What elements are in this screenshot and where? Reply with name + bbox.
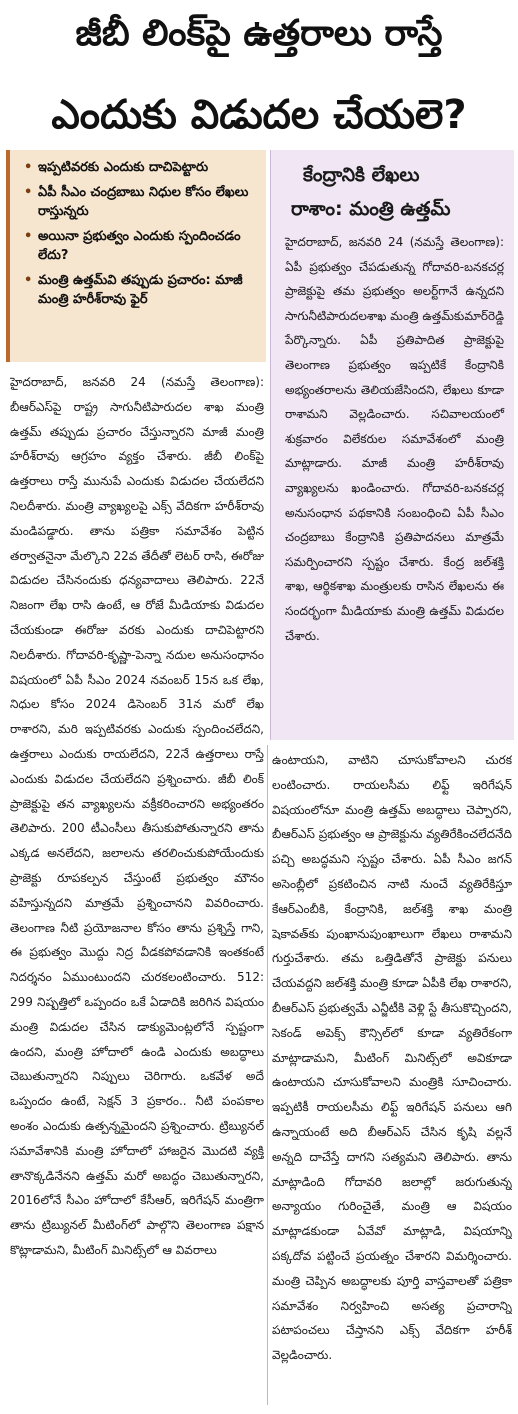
column-divider bbox=[267, 745, 268, 1405]
article-column-right: ఉంటాయని, వాటిని చూసుకోవాలని చురక లంటించారు. రాయలసీమ లిఫ్ట్ ఇరిగేషన్ విషయంలోనూ మంత్రి ఉత్తమ్ అబద్ధాలు చెప్పారని, బీఆర్‌ఎస్ ప్రభుత్వం ఆ ప్రాజెక్టును వ్యతిరేకించలేదనేది పచ్చి అబద్ధమని స్పష్టం చేశారు. ఏపీ సీఎం జగన్ అసెంబ్లీలో ప్రకటించిన నాటి నుంచే వ్యతిరేకిస్తూ కేఆర్‌ఎంబీకి, కేంద్రానికి, జల్‌శక్తి శాఖ మంత్రి షెకావత్‌కు పుంఖానుపుంఖాలుగా లేఖలు రాశామని గుర్తుచేశారు. తమ ఒత్తిడితోనే ప్రాజెక్టు పనులు చేయవద్దని జల్‌శక్తి మంత్రి కూడా ఏపీకి లేఖ రాశారని, బీఆర్‌ఎస్ ప్రభుత్వమే ఎన్జీటీకి వెళ్లి స్టే తీసుకొచ్చిందని, సెకండ్ అపెక్స్ కౌన్సిల్‌లో కూడా వ్యతిరేకంగా మాట్లాడామని, మీటింగ్ మినిట్స్‌లో అవికూడా ఉంటాయని చూసుకోవాలని మంత్రికి సూచించారు. ఇప్పటికీ రాయలసీమ లిఫ్ట్ ఇరిగేషన్ పనులు ఆగి ఉన్నాయంటే అది బీఆర్‌ఎస్ చేసిన కృషి వల్లనే అన్నది దాచేస్తే దాగని సత్యమని తెలిపారు. తాను మాట్లాడింది గోదావరి జలాల్లో జరుగుతున్న అన్యాయం గురించైతే, మంత్రి ఆ విషయం మాట్లాడకుండా ఏవేవో మాట్లాడి, విషయాన్ని పక్కదోవ పట్టించే ప్రయత్నం చేశారని విమర్శించారు. మంత్రి చెప్పిన అబద్ధాలకు పూర్తి వాస్తవాలతో పత్రికా సమావేశం నిర్వహించి అసత్య ప్రచారాన్ని పటాపంచలు చేస్తానని ఎక్స్ వేదికగా హరీశ్ వెల్లడించారు. bbox=[272, 753, 512, 1363]
highlight-text: ఇప్పటివరకు ఎందుకు దాచిపెట్టారు bbox=[38, 160, 209, 175]
highlight-item bbox=[24, 227, 258, 265]
headline-line-1: జీబీ లింక్‌పై ఉత్తరాలు రాస్తే bbox=[75, 13, 443, 54]
sidebar-body: హైదరాబాద్, జనవరి 24 (నమస్తే తెలంగాణ): ఏపీ ప్రభుత్వం చేపడుతున్న గోదావరి-బనకచర్ల ప్రాజెక్టుపై తమ ప్రభుత్వం అలర్ట్‌గానే ఉన్నదని సాగునీటిపారుదలశాఖ మంత్రి ఉత్తమ్‌కుమార్‌రెడ్డి పేర్కొన్నారు. ఏపీ ప్రతిపాదిత ప్రాజెక్టుపై తెలంగాణ ప్రభుత్వం ఇప్పటికే కేంద్రానికి అభ్యంతరాలను తెలియజేసిందని, లేఖలు కూడా రాశామని వెల్లడించారు. సచివాలయంలో శుక్రవారం విలేకరుల సమావేశంలో మంత్రి మాట్లాడారు. మాజీ మంత్రి హరీశ్‌రావు వ్యాఖ్యలను ఖండించారు. గోదావరి-బనకచర్ల అనుసంధాన పథకానికి సంబంధించి ఏపీ సీఎం చంద్రబాబు కేంద్రానికి ప్రతిపాదనలు మాత్రమే సమర్పించారని స్పష్టం చేశారు. కేంద్ర జల్‌శక్తి శాఖ, ఆర్థికశాఖ మంత్రులకు రాసిన లేఖలను ఈ సందర్భంగా మీడియాకు మంత్రి ఉత్తమ్ విడుదల చేశారు. bbox=[285, 235, 504, 643]
bullet-icon: • bbox=[24, 229, 33, 244]
highlight-text: మంత్రి ఉత్తమ్‌వి తప్పుడు ప్రచారం: మాజీ మంత్రి హరీశ్‌రావు ఫైర్ bbox=[38, 273, 243, 307]
bullet-icon: • bbox=[24, 273, 33, 288]
bullet-icon: • bbox=[24, 160, 33, 175]
sidebar-story bbox=[270, 150, 514, 740]
highlights-box bbox=[6, 150, 266, 362]
highlight-text: అయినా ప్రభుత్వం ఎందుకు స్పందించడం లేదు? bbox=[38, 229, 241, 263]
sidebar-title-line-1: కేంద్రానికి లేఖలు bbox=[303, 164, 420, 186]
highlight-item bbox=[24, 158, 258, 177]
headline-line-2: ఎందుకు విడుదల చేయలె? bbox=[51, 92, 467, 138]
bullet-icon: • bbox=[24, 185, 33, 200]
highlight-item bbox=[24, 271, 258, 309]
article-column-left: హైదరాబాద్, జనవరి 24 (నమస్తే తెలంగాణ): బీఆర్‌ఎస్‌పై రాష్ట్ర సాగునీటిపారుదల శాఖ మంత్రి ఉత్తమ్ తప్పుడు ప్రచారం చేస్తున్నారని మాజీ మంత్రి హరీశ్‌రావు ఆగ్రహం వ్యక్తం చేశారు. జీబీ లింక్‌పై ఉత్తరాలు రాస్తే మునుపే ఎందుకు విడుదల చేయలేదని నిలదీశారు. మంత్రి వ్యాఖ్యలపై ఎక్స్ వేదికగా హరీశ్‌రావు మండిపడ్డారు. తాను పత్రికా సమావేశం పెట్టిన తర్వాతనైనా మేల్కొని 22వ తేదీతో లెటర్ రాసి, ఈరోజు విడుదల చేసినందుకు ధన్యవాదాలు తెలిపారు. 22నే నిజంగా లేఖ రాసి ఉంటే, ఆ రోజే మీడియాకు విడుదల చేయకుండా ఈరోజు వరకు ఎందుకు దాచిపెట్టారని నిలదీశారు. గోదావరి-కృష్ణా-పెన్నా నదుల అనుసంధానం విషయంలో ఏపీ సీఎం 2024 నవంబర్ 15న ఒక లేఖ, నిధుల కోసం 2024 డిసెంబర్ 31న మరో లేఖ రాశారని, మరి ఇప్పటివరకు ఎందుకు స్పందించలేదని, ఉత్తరాలు ఎందుకు రాయలేదని, 22నే ఉత్తరాలు రాస్తే ఎందుకు విడుదల చేయలేదని ప్రశ్నించారు. జీబీ లింక్ ప్రాజెక్టుపై తన వ్యాఖ్యలను వక్రీకరించారని అభ్యంతరం తెలిపారు. 200 టీఎంసీలు తీసుకుపోతున్నారని తాను ఎక్కడ అనలేదని, జలాలను తరలించుకుపోయేందుకు ప్రాజెక్టు రూపకల్పన చేస్తుంటే ప్రభుత్వం మౌనం వహిస్తున్నదని మాత్రమే ప్రశ్నించానని వివరించారు. తెలంగాణ నీటి ప్రయోజనాల కోసం తాను ప్రశ్నిస్తే గాని, ఈ ప్రభుత్వం మొద్దు నిద్ర వీడకపోవడానికి ఇంతకంటే నిదర్శనం ఏముంటుందని చురకలంటించారు. 512: 299 నిష్పత్తిలో ఒప్పందం ఒకే ఏడాదికి జరిగిన విషయం మంత్రి విడుదల చేసిన డాక్యుమెంట్లలోనే స్పష్టంగా ఉందని, మంత్రి హోదాలో ఉండి ఎందుకు అబద్ధాలు చెబుతున్నారని నిప్పులు చెరిగారు. ఒకవేళ అదే ఒప్పందం ఉంటే, సెక్షన్ 3 ప్రకారం.. నీటి పంపకాల అంశం ఎందుకు ఉత్పన్నమైందని ప్రశ్నించారు. ట్రిబ్యునల్ సమావేశానికి మంత్రి హోదాలో హాజరైన మొదటి వ్యక్తి తానొక్కడినేనని ఉత్తమ్ మరో అబద్ధం చెబుతున్నారని, 2016లోనే సీఎం హోదాలో కేసీఆర్, ఇరిగేషన్ మంత్రిగా తాను ట్రిబ్యునల్ మీటింగ్‌లో పాల్గొని తెలంగాణ పక్షాన కొట్లాడామని, మీటింగ్ మినిట్స్‌లో ఆ వివరాలు bbox=[10, 375, 264, 1257]
sidebar-title-line-2: రాశాం: మంత్రి ఉత్తమ్ bbox=[291, 198, 451, 220]
highlight-text: ఏపీ సీఎం చంద్రబాబు నిధుల కోసం లేఖలు రాస్తున్నరు bbox=[38, 185, 249, 219]
highlight-item bbox=[24, 183, 258, 221]
